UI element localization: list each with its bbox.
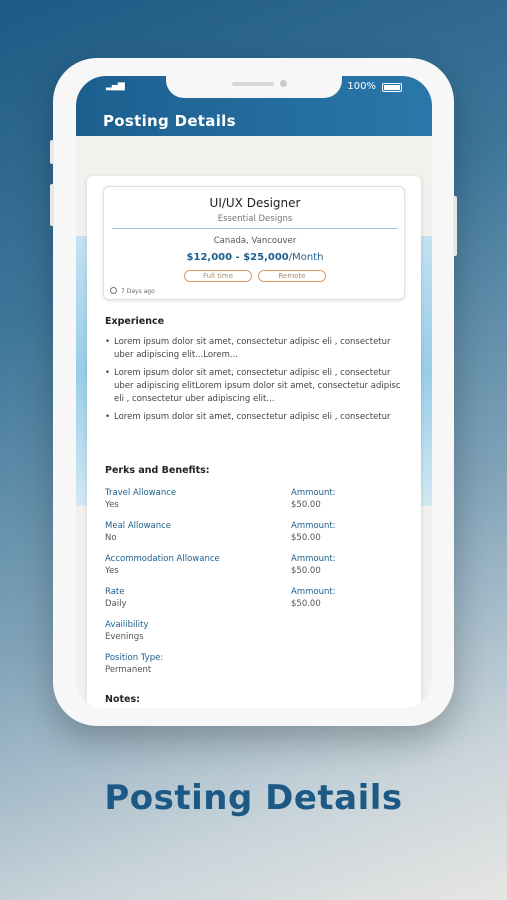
list-item: • Lorem ipsum dolor sit amet, consectetur adipisc eli , consectetur	[105, 411, 405, 424]
perk-amount: $50.00	[291, 500, 321, 510]
job-summary-card[interactable]	[103, 186, 405, 300]
perk-label: Rate	[105, 587, 125, 597]
job-tags	[104, 270, 406, 282]
salary-unit: /Month	[288, 252, 324, 263]
camera-icon	[280, 80, 287, 87]
phone-side-button	[453, 196, 457, 256]
experience-list	[105, 336, 405, 429]
clock-icon	[110, 287, 117, 294]
battery-percentage: 100%	[347, 81, 376, 92]
perk-amount: $50.00	[291, 533, 321, 543]
perk-amount-label: Ammount:	[291, 488, 336, 498]
perk-value: Yes	[105, 500, 119, 510]
battery-icon	[382, 83, 402, 92]
posted-date	[110, 287, 155, 295]
tag-remote[interactable]: Remote	[258, 270, 326, 282]
perk-amount-label: Ammount:	[291, 587, 336, 597]
notes-heading: Notes:	[105, 694, 140, 705]
perk-label: Meal Allowance	[105, 521, 172, 531]
phone-side-button	[50, 184, 54, 226]
posting-details-card	[87, 176, 421, 708]
phone-side-button	[50, 140, 54, 164]
job-location: Canada, Vancouver	[213, 236, 297, 246]
perk-value: Permanent	[105, 665, 152, 675]
posted-date-text: 7 Days ago	[121, 288, 155, 295]
list-item: • Lorem ipsum dolor sit amet, consectetur adipisc eli , consectetur uber adipiscing elitLorem ipsum dolor sit amet, consectetur adipisc eli , consectetur uber adipiscing elit...	[105, 367, 405, 406]
perk-amount: $50.00	[291, 566, 321, 576]
speaker-grille	[232, 82, 274, 86]
perk-amount-label: Ammount:	[291, 554, 336, 564]
perks-heading: Perks and Benefits:	[105, 465, 210, 476]
perk-label: Accommodation Allowance	[105, 554, 220, 564]
perk-amount: $50.00	[291, 599, 321, 609]
tag-full-time[interactable]: Full time	[184, 270, 252, 282]
list-item: • Lorem ipsum dolor sit amet, consectetur adipisc eli , consectetur uber adipiscing elit...Lorem...	[105, 336, 405, 362]
perk-value: No	[105, 533, 117, 543]
perk-amount-label: Ammount:	[291, 521, 336, 531]
perk-value: Daily	[105, 599, 127, 609]
phone-screen	[76, 76, 432, 708]
perk-value: Evenings	[105, 632, 144, 642]
company-name: Essential Designs	[217, 214, 293, 224]
salary-range	[104, 252, 406, 263]
perk-label: Position Type:	[105, 653, 164, 663]
job-title: UI/UX Designer	[209, 196, 301, 210]
perk-value: Yes	[105, 566, 119, 576]
experience-heading: Experience	[105, 316, 165, 327]
signal-icon: ▂▄▆	[106, 81, 124, 91]
perk-label: Travel Allowance	[105, 488, 177, 498]
phone-notch	[166, 76, 342, 98]
promo-headline: Posting Details	[104, 778, 403, 818]
salary-amount: $12,000 - $25,000	[186, 252, 289, 263]
perk-label: Availibility	[105, 620, 149, 630]
divider	[112, 228, 398, 229]
page-title: Posting Details	[103, 112, 236, 130]
